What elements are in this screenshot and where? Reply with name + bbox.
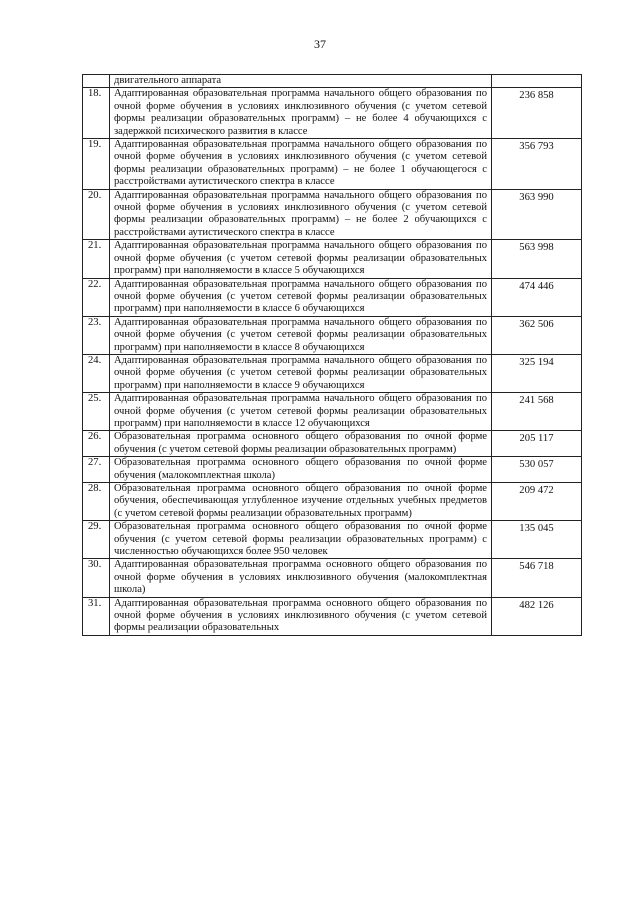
row-number-cell: 28. (83, 483, 110, 521)
row-number-cell: 24. (83, 354, 110, 392)
program-name-cell: Адаптированная образовательная программа начального общего образования по очной форме обучения в условиях инклюзивного обучения (с учетом сетевой формы реализации образовательных программ) – не более 1 обучающегося с расстройствами аутистического спектра в классе (110, 139, 492, 190)
row-number-cell: 23. (83, 316, 110, 354)
row-number-cell: 27. (83, 457, 110, 483)
program-name-cell: Адаптированная образовательная программа начального общего образования по очной форме обучения (с учетом сетевой формы реализации образовательных программ) при наполняемости в классе 8 обучающихся (110, 316, 492, 354)
program-name-cell: Адаптированная образовательная программа начального общего образования по очной форме обучения (с учетом сетевой формы реализации образовательных программ) при наполняемости в классе 6 обучающихся (110, 278, 492, 316)
row-number-cell: 26. (83, 431, 110, 457)
value-cell: 530 057 (492, 457, 582, 483)
value-cell: 325 194 (492, 354, 582, 392)
program-name-cell: Адаптированная образовательная программа начального общего образования по очной форме обучения в условиях инклюзивного обучения (с учетом сетевой формы реализации образовательных программ) – не более 4 обучающихся с задержкой психического развития в классе (110, 88, 492, 139)
table-row (83, 431, 582, 457)
value-cell: 356 793 (492, 139, 582, 190)
row-number-cell (83, 75, 110, 88)
row-number-cell: 30. (83, 559, 110, 597)
value-cell: 241 568 (492, 393, 582, 431)
table-row (83, 240, 582, 278)
program-name-cell: Адаптированная образовательная программа основного общего образования по очной форме обучения в условиях инклюзивного обучения (малокомплектная школа) (110, 559, 492, 597)
row-number-cell: 20. (83, 189, 110, 240)
table-row-continuation (83, 75, 582, 88)
row-number-cell: 31. (83, 597, 110, 635)
row-number-cell: 29. (83, 521, 110, 559)
value-cell: 563 998 (492, 240, 582, 278)
value-cell: 546 718 (492, 559, 582, 597)
program-name-cell: Образовательная программа основного общего образования по очной форме обучения (с учетом сетевой формы реализации образовательных программ) (110, 431, 492, 457)
table-row (83, 483, 582, 521)
program-name-cell: Адаптированная образовательная программа основного общего образования по очной форме обучения в условиях инклюзивного обучения (с учетом сетевой формы реализации образовательных (110, 597, 492, 635)
value-cell: 362 506 (492, 316, 582, 354)
row-number-cell: 21. (83, 240, 110, 278)
value-cell: 482 126 (492, 597, 582, 635)
table-row (83, 354, 582, 392)
cost-table (82, 74, 582, 636)
table-row (83, 189, 582, 240)
program-name-cell: Образовательная программа основного общего образования по очной форме обучения (малокомплектная школа) (110, 457, 492, 483)
table-row (83, 88, 582, 139)
table-row (83, 457, 582, 483)
value-cell: 209 472 (492, 483, 582, 521)
row-number-cell: 22. (83, 278, 110, 316)
row-number-cell: 18. (83, 88, 110, 139)
page-number: 37 (314, 37, 326, 51)
table-body (83, 75, 582, 636)
row-number-cell: 25. (83, 393, 110, 431)
program-name-cell: Образовательная программа основного общего образования по очной форме обучения (с учетом сетевой формы реализации образовательных программ) с численностью обучающихся более 950 человек (110, 521, 492, 559)
value-cell (492, 75, 582, 88)
table-row (83, 521, 582, 559)
value-cell: 474 446 (492, 278, 582, 316)
row-number-cell: 19. (83, 139, 110, 190)
program-name-cell: Адаптированная образовательная программа начального общего образования по очной форме обучения (с учетом сетевой формы реализации образовательных программ) при наполняемости в классе 12 обучающихся (110, 393, 492, 431)
table-row (83, 393, 582, 431)
table-row (83, 139, 582, 190)
value-cell: 205 117 (492, 431, 582, 457)
table-row (83, 597, 582, 635)
program-name-cell: Адаптированная образовательная программа начального общего образования по очной форме обучения (с учетом сетевой формы реализации образовательных программ) при наполняемости в классе 9 обучающихся (110, 354, 492, 392)
value-cell: 363 990 (492, 189, 582, 240)
program-name-cell: Адаптированная образовательная программа начального общего образования по очной форме обучения в условиях инклюзивного обучения (с учетом сетевой формы реализации образовательных программ) – не более 2 обучающихся с расстройствами аутистического спектра в классе (110, 189, 492, 240)
table-row (83, 559, 582, 597)
table-row (83, 278, 582, 316)
value-cell: 236 858 (492, 88, 582, 139)
value-cell: 135 045 (492, 521, 582, 559)
program-name-cell: Образовательная программа основного общего образования по очной форме обучения, обеспечивающая углубленное изучение отдельных учебных предметов (с учетом сетевой формы реализации образовательных программ) (110, 483, 492, 521)
program-name-cell: Адаптированная образовательная программа начального общего образования по очной форме обучения (с учетом сетевой формы реализации образовательных программ) при наполняемости в классе 5 обучающихся (110, 240, 492, 278)
table-row (83, 316, 582, 354)
program-name-cell: двигательного аппарата (110, 75, 492, 88)
